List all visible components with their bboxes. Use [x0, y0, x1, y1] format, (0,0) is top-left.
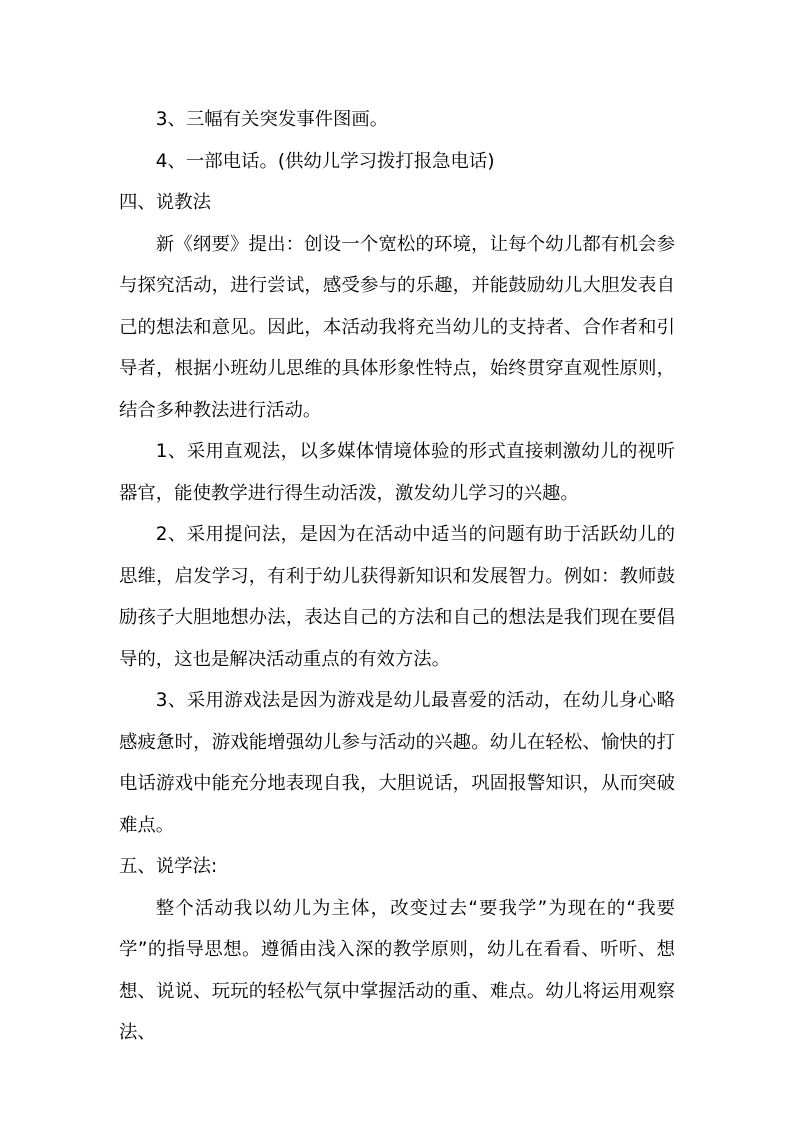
paragraph-guideline: 新《纲要》提出：创设一个宽松的环境，让每个幼儿都有机会参与探究活动，进行尝试，感受参与的乐趣，并能鼓励幼儿大胆发表自己的想法和意见。因此，本活动我将充当幼儿的支持者、合作者和引导者，根据小班幼儿思维的具体形象性特点，始终贯穿直观性原则，结合多种教法进行活动。	[119, 233, 675, 421]
list-item-materials-3: 3、三幅有关突发事件图画。	[155, 109, 389, 130]
list-item-materials-4: 4、一部电话。(供幼儿学习拨打报急电话)	[155, 150, 495, 172]
paragraph-learning: 整个活动我以幼儿为主体，改变过去“要我学”为现在的“我要学”的指导思想。遵循由浅入深的教学原则，幼儿在看看、听听、想想、说说、玩玩的轻松气氛中掌握活动的重、难点。幼儿将运用观察法、	[119, 897, 675, 1043]
paragraph-method-2: 2、采用提问法，是因为在活动中适当的问题有助于活跃幼儿的思维，启发学习，有利于幼儿获得新知识和发展智力。例如：教师鼓励孩子大胆地想办法，表达自己的方法和自己的想法是我们现在要倡导的，这也是解决活动重点的有效方法。	[119, 524, 675, 670]
document-body	[119, 99, 675, 1054]
paragraph-method-1: 1、采用直观法，以多媒体情境体验的形式直接刺激幼儿的视听器官，能使教学进行得生动活泼，激发幼儿学习的兴趣。	[119, 441, 675, 504]
section-heading-teaching-methods: 四、说教法	[119, 192, 211, 213]
section-heading-learning-methods: 五、说学法:	[119, 856, 218, 877]
paragraph-method-3: 3、采用游戏法是因为游戏是幼儿最喜爱的活动，在幼儿身心略感疲惫时，游戏能增强幼儿参与活动的兴趣。幼儿在轻松、愉快的打电话游戏中能充分地表现自我，大胆说话，巩固报警知识，从而突破难点。	[119, 690, 675, 836]
